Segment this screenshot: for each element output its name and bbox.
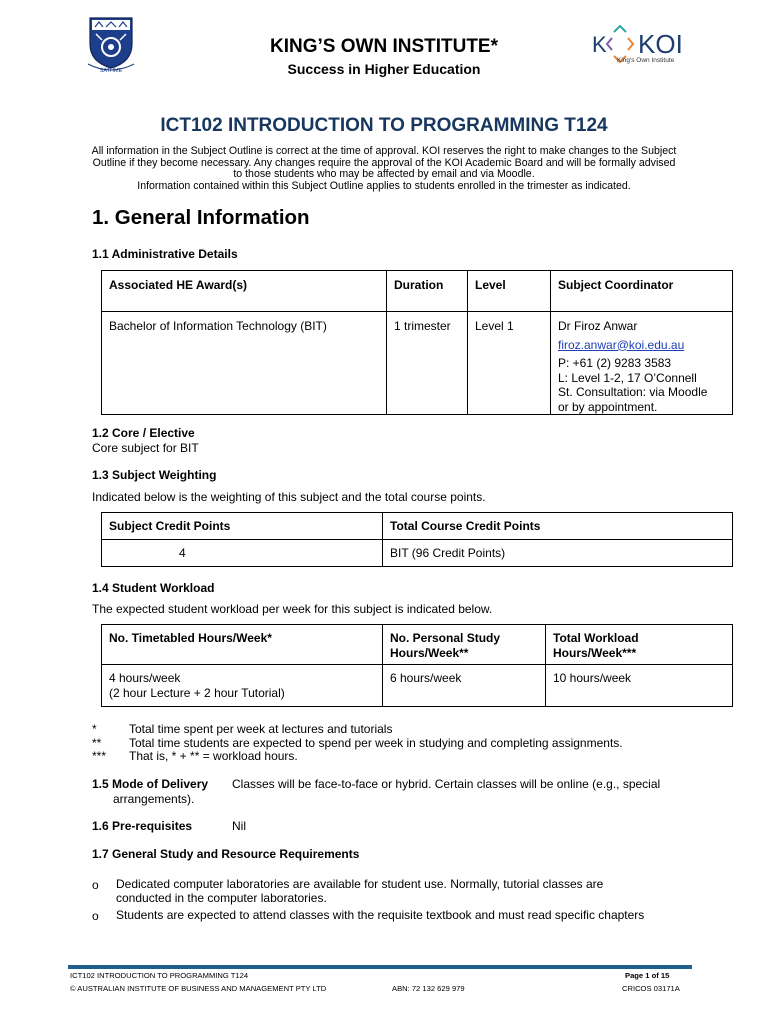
coordinator-phone: P: +61 (2) 9283 3583 [558, 356, 672, 370]
cell-total-workload: 10 hours/week [546, 665, 733, 707]
footnote-mark-2: ** [92, 736, 102, 750]
disclaimer-line-2: Outline if they become necessary. Any changes require the approval of the KOI Academic Board and will be formally advised [92, 156, 676, 169]
section-heading-general-information: 1. General Information [92, 206, 310, 229]
subject-weighting-table [101, 512, 733, 567]
footer-subject: ICT102 INTRODUCTION TO PROGRAMMING T124 [70, 971, 249, 980]
student-workload-intro: The expected student workload per week for this subject is indicated below. [92, 602, 493, 616]
coordinator-email-link[interactable]: firoz.anwar@koi.edu.au [558, 337, 685, 352]
col-header-timetabled-hours: No. Timetabled Hours/Week* [102, 625, 383, 665]
col-header-total-workload-line-1: Total Workload [553, 631, 639, 645]
list-item-line-1: Students are expected to attend classes with the requisite textbook and must read specific chapters [116, 908, 645, 922]
coordinator-name: Dr Firoz Anwar [558, 319, 638, 333]
bullet-marker: o [92, 878, 99, 892]
col-header-total-course-points: Total Course Credit Points [383, 513, 733, 540]
footnote-mark-3: *** [92, 749, 107, 763]
col-header-personal-study-line-2: Hours/Week** [390, 645, 469, 660]
list-item [116, 878, 716, 905]
cell-timetabled-hours [102, 665, 383, 707]
col-header-duration: Duration [387, 271, 468, 312]
heading-core-elective: 1.2 Core / Elective [92, 426, 195, 440]
disclaimer-line-3: to those students who may be affected by email and via Moodle. [233, 168, 535, 181]
disclaimer-line-1: All information in the Subject Outline is correct at the time of approval. KOI reserves the right to make changes to the Subject [91, 145, 677, 157]
col-header-credit-points: Subject Credit Points [102, 513, 383, 540]
col-header-award: Associated HE Award(s) [102, 271, 387, 312]
heading-pre-requisites: 1.6 Pre-requisites [92, 819, 193, 833]
coordinator-consultation-2: or by appointment. [558, 399, 658, 414]
cell-total-course-points: BIT (96 Credit Points) [383, 540, 733, 567]
col-header-total-workload-line-2: Hours/Week*** [553, 645, 637, 660]
cell-duration: 1 trimester [387, 312, 468, 415]
subject-title: ICT102 INTRODUCTION TO PROGRAMMING T124 [160, 115, 608, 136]
student-workload-table [101, 624, 733, 707]
disclaimer-line-4: Information contained within this Subject Outline applies to students enrolled in the trimester as indicated. [137, 179, 631, 192]
col-header-level: Level [468, 271, 551, 312]
koi-logo-text: KOI [638, 29, 683, 59]
bullet-marker: o [92, 909, 99, 923]
footnote-mark-1: * [92, 722, 97, 736]
list-item [116, 909, 716, 923]
heading-student-workload: 1.4 Student Workload [92, 581, 215, 595]
footnote-text-2: Total time students are expected to spend per week in studying and completing assignments. [129, 736, 623, 750]
disclaimer [80, 146, 688, 192]
heading-subject-weighting: 1.3 Subject Weighting [92, 468, 217, 482]
mode-of-delivery-text: Classes will be face-to-face or hybrid. Certain classes will be online (e.g., special [232, 777, 661, 791]
list-item-line-2: conducted in the computer laboratories. [116, 890, 327, 905]
footer-cricos: CRICOS 03171A [622, 984, 680, 993]
cell-credit-points: 4 [102, 540, 383, 567]
heading-administrative-details: 1.1 Administrative Details [92, 247, 238, 261]
cell-coordinator [551, 312, 733, 415]
footer-page-number: Page 1 of 15 [625, 971, 670, 980]
footer-divider [68, 965, 692, 969]
mode-of-delivery-text-2: arrangements). [113, 792, 195, 806]
cell-award: Bachelor of Information Technology (BIT) [102, 312, 387, 415]
subject-weighting-intro: Indicated below is the weighting of this subject and the total course points. [92, 490, 486, 504]
footnote-text-1: Total time spent per week at lectures and tutorials [129, 722, 393, 736]
coordinator-location: L: Level 1-2, 17 O’Connell [558, 370, 697, 385]
koi-logo-subtitle: King's Own Institute [617, 57, 675, 64]
footer-copyright: © AUSTRALIAN INSTITUTE OF BUSINESS AND MANAGEMENT PTY LTD [70, 984, 327, 993]
footnote-text-3: That is, * + ** = workload hours. [129, 749, 298, 763]
cell-level: Level 1 [468, 312, 551, 415]
crest-motto: SATHME [99, 68, 123, 74]
heading-study-resource-requirements: 1.7 General Study and Resource Requirements [92, 847, 360, 861]
pre-requisites-value: Nil [232, 819, 246, 833]
footer-abn: ABN: 72 132 629 979 [392, 984, 465, 993]
institute-tagline: Success in Higher Education [287, 61, 481, 77]
coordinator-consultation: St. Consultation: via Moodle [558, 385, 708, 399]
list-item-line-1: Dedicated computer laboratories are available for student use. Normally, tutorial classes are [116, 877, 604, 891]
col-header-coordinator: Subject Coordinator [551, 271, 733, 312]
col-header-total-workload [546, 625, 733, 665]
cell-timetabled-hours-line-2: (2 hour Lecture + 2 hour Tutorial) [109, 685, 285, 700]
institute-name: KING’S OWN INSTITUTE* [270, 36, 498, 57]
koi-logo-k: K [592, 32, 607, 57]
administrative-details-table [101, 270, 733, 415]
heading-mode-of-delivery: 1.5 Mode of Delivery [92, 777, 209, 791]
cell-timetabled-hours-line-1: 4 hours/week [109, 671, 181, 685]
cell-personal-study: 6 hours/week [383, 665, 546, 707]
col-header-personal-study [383, 625, 546, 665]
col-header-personal-study-line-1: No. Personal Study [390, 631, 501, 645]
core-elective-text: Core subject for BIT [92, 441, 199, 455]
